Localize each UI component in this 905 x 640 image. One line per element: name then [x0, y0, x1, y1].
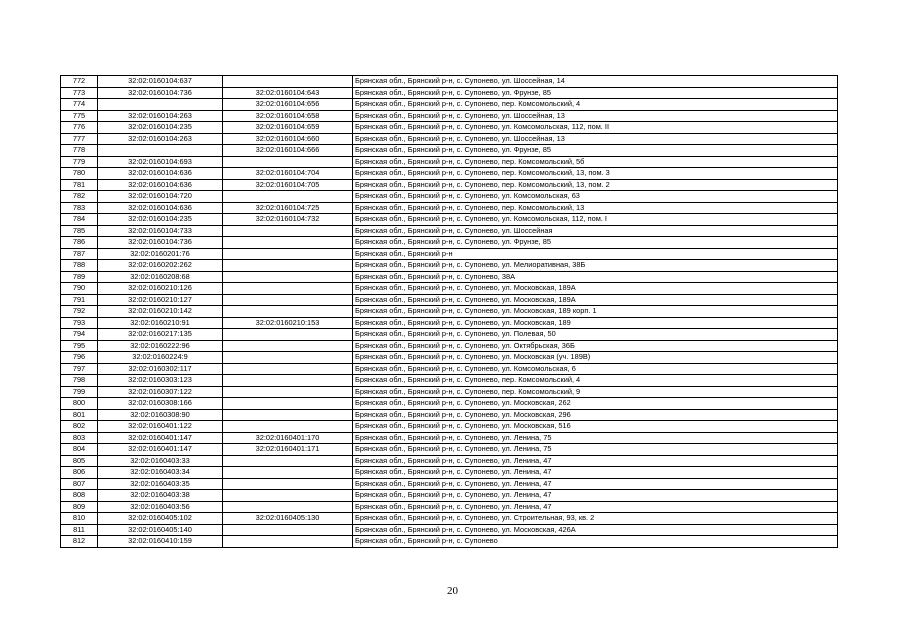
table-row	[61, 283, 838, 295]
related-cadastral-number-cell	[223, 478, 353, 490]
table-row	[61, 340, 838, 352]
table-row	[61, 513, 838, 525]
cadastral-number-cell: 32:02:0160104:235	[98, 122, 223, 134]
address-cell: Брянская обл., Брянский р-н, с. Супонево, ул. Строительная, 93, кв. 2	[353, 513, 838, 525]
table-row	[61, 386, 838, 398]
related-cadastral-number-cell	[223, 352, 353, 364]
related-cadastral-number-cell: 32:02:0160405:130	[223, 513, 353, 525]
cadastral-number-cell: 32:02:0160104:636	[98, 202, 223, 214]
related-cadastral-number-cell: 32:02:0160401:170	[223, 432, 353, 444]
related-cadastral-number-cell	[223, 260, 353, 272]
cadastral-number-cell: 32:02:0160104:720	[98, 191, 223, 203]
related-cadastral-number-cell	[223, 398, 353, 410]
address-cell: Брянская обл., Брянский р-н, с. Супонево, ул. Комсомольская, 63	[353, 191, 838, 203]
row-number-cell: 789	[61, 271, 98, 283]
cadastral-number-cell: 32:02:0160104:636	[98, 168, 223, 180]
cadastral-number-cell: 32:02:0160208:68	[98, 271, 223, 283]
address-cell: Брянская обл., Брянский р-н, с. Супонево, ул. Ленина, 47	[353, 455, 838, 467]
related-cadastral-number-cell: 32:02:0160104:725	[223, 202, 353, 214]
table-row	[61, 329, 838, 341]
address-cell: Брянская обл., Брянский р-н, с. Супонево, ул. Шоссейная, 14	[353, 76, 838, 88]
table-row	[61, 375, 838, 387]
table-row	[61, 501, 838, 513]
cadastral-number-cell: 32:02:0160403:38	[98, 490, 223, 502]
address-cell: Брянская обл., Брянский р-н, с. Супонево, ул. Комсомольская, 112, пом. II	[353, 122, 838, 134]
address-cell: Брянская обл., Брянский р-н, с. Супонево, пер. Комсомольский, 5б	[353, 156, 838, 168]
cadastral-number-cell: 32:02:0160104:693	[98, 156, 223, 168]
table-row	[61, 444, 838, 456]
row-number-cell: 774	[61, 99, 98, 111]
address-cell: Брянская обл., Брянский р-н, с. Супонево, ул. Фрунзе, 85	[353, 145, 838, 157]
related-cadastral-number-cell	[223, 536, 353, 548]
table-row	[61, 271, 838, 283]
related-cadastral-number-cell: 32:02:0160104:666	[223, 145, 353, 157]
related-cadastral-number-cell: 32:02:0160104:660	[223, 133, 353, 145]
cadastral-number-cell: 32:02:0160104:235	[98, 214, 223, 226]
row-number-cell: 804	[61, 444, 98, 456]
address-cell: Брянская обл., Брянский р-н, с. Супонево, ул. Московская, 426А	[353, 524, 838, 536]
related-cadastral-number-cell	[223, 191, 353, 203]
row-number-cell: 806	[61, 467, 98, 479]
table-row	[61, 524, 838, 536]
cadastral-number-cell: 32:02:0160210:142	[98, 306, 223, 318]
page-number: 20	[447, 585, 458, 597]
cadastral-number-cell: 32:02:0160302:117	[98, 363, 223, 375]
cadastral-number-cell	[98, 145, 223, 157]
address-cell: Брянская обл., Брянский р-н, с. Супонево, ул. Комсомольская, 112, пом. I	[353, 214, 838, 226]
table-row	[61, 490, 838, 502]
related-cadastral-number-cell	[223, 375, 353, 387]
table-row	[61, 122, 838, 134]
row-number-cell: 805	[61, 455, 98, 467]
related-cadastral-number-cell: 32:02:0160401:171	[223, 444, 353, 456]
related-cadastral-number-cell	[223, 501, 353, 513]
cadastral-number-cell	[98, 99, 223, 111]
related-cadastral-number-cell: 32:02:0160104:656	[223, 99, 353, 111]
table-row	[61, 214, 838, 226]
address-cell: Брянская обл., Брянский р-н, с. Супонево, ул. Московская, 262	[353, 398, 838, 410]
related-cadastral-number-cell	[223, 386, 353, 398]
row-number-cell: 811	[61, 524, 98, 536]
cadastral-number-cell: 32:02:0160104:733	[98, 225, 223, 237]
address-cell: Брянская обл., Брянский р-н, с. Супонево, пер. Комсомольский, 13, пом. 3	[353, 168, 838, 180]
cadastral-number-cell: 32:02:0160104:263	[98, 110, 223, 122]
cadastral-number-cell: 32:02:0160401:122	[98, 421, 223, 433]
row-number-cell: 797	[61, 363, 98, 375]
row-number-cell: 785	[61, 225, 98, 237]
related-cadastral-number-cell	[223, 409, 353, 421]
row-number-cell: 781	[61, 179, 98, 191]
cadastral-number-cell: 32:02:0160405:102	[98, 513, 223, 525]
row-number-cell: 812	[61, 536, 98, 548]
cadastral-number-cell: 32:02:0160410:159	[98, 536, 223, 548]
cadastral-number-cell: 32:02:0160308:90	[98, 409, 223, 421]
address-cell: Брянская обл., Брянский р-н, с. Супонево, ул. Комсомольская, 6	[353, 363, 838, 375]
cadastral-number-cell: 32:02:0160104:636	[98, 179, 223, 191]
table-row	[61, 168, 838, 180]
table-row	[61, 248, 838, 260]
table-row	[61, 352, 838, 364]
address-cell: Брянская обл., Брянский р-н, с. Супонево, ул. Фрунзе, 85	[353, 237, 838, 249]
related-cadastral-number-cell	[223, 306, 353, 318]
table-row	[61, 225, 838, 237]
related-cadastral-number-cell	[223, 363, 353, 375]
related-cadastral-number-cell	[223, 467, 353, 479]
address-cell: Брянская обл., Брянский р-н, с. Супонево, ул. Московская, 189 корп. 1	[353, 306, 838, 318]
related-cadastral-number-cell: 32:02:0160104:704	[223, 168, 353, 180]
cadastral-number-cell: 32:02:0160201:76	[98, 248, 223, 260]
address-cell: Брянская обл., Брянский р-н, с. Супонево, ул. Шоссейная, 13	[353, 133, 838, 145]
table-row	[61, 133, 838, 145]
related-cadastral-number-cell	[223, 76, 353, 88]
table-row	[61, 432, 838, 444]
address-cell: Брянская обл., Брянский р-н, с. Супонево, ул. Мелиоративная, 38Б	[353, 260, 838, 272]
cadastral-number-cell: 32:02:0160104:736	[98, 237, 223, 249]
cadastral-number-cell: 32:02:0160308:166	[98, 398, 223, 410]
row-number-cell: 810	[61, 513, 98, 525]
address-cell: Брянская обл., Брянский р-н, с. Супонево	[353, 536, 838, 548]
row-number-cell: 795	[61, 340, 98, 352]
row-number-cell: 796	[61, 352, 98, 364]
cadastral-number-cell: 32:02:0160217:135	[98, 329, 223, 341]
related-cadastral-number-cell: 32:02:0160104:643	[223, 87, 353, 99]
cadastral-number-cell: 32:02:0160210:127	[98, 294, 223, 306]
table-row	[61, 317, 838, 329]
row-number-cell: 782	[61, 191, 98, 203]
table-row	[61, 110, 838, 122]
row-number-cell: 776	[61, 122, 98, 134]
address-cell: Брянская обл., Брянский р-н, с. Супонево, ул. Ленина, 75	[353, 444, 838, 456]
related-cadastral-number-cell	[223, 455, 353, 467]
row-number-cell: 784	[61, 214, 98, 226]
address-cell: Брянская обл., Брянский р-н, с. Супонево, пер. Комсомольский, 4	[353, 99, 838, 111]
cadastral-number-cell: 32:02:0160403:35	[98, 478, 223, 490]
row-number-cell: 794	[61, 329, 98, 341]
row-number-cell: 777	[61, 133, 98, 145]
row-number-cell: 801	[61, 409, 98, 421]
related-cadastral-number-cell: 32:02:0160104:658	[223, 110, 353, 122]
cadastral-number-cell: 32:02:0160403:56	[98, 501, 223, 513]
table-row	[61, 409, 838, 421]
related-cadastral-number-cell	[223, 271, 353, 283]
related-cadastral-number-cell	[223, 248, 353, 260]
table-row	[61, 202, 838, 214]
related-cadastral-number-cell	[223, 294, 353, 306]
cadastral-number-cell: 32:02:0160104:263	[98, 133, 223, 145]
address-cell: Брянская обл., Брянский р-н, с. Супонево, ул. Ленина, 47	[353, 501, 838, 513]
address-cell: Брянская обл., Брянский р-н, с. Супонево, пер. Комсомольский, 13, пом. 2	[353, 179, 838, 191]
row-number-cell: 792	[61, 306, 98, 318]
related-cadastral-number-cell	[223, 329, 353, 341]
cadastral-number-cell: 32:02:0160403:33	[98, 455, 223, 467]
table-row	[61, 421, 838, 433]
row-number-cell: 787	[61, 248, 98, 260]
related-cadastral-number-cell	[223, 225, 353, 237]
row-number-cell: 783	[61, 202, 98, 214]
address-cell: Брянская обл., Брянский р-н, с. Супонево, ул. Полевая, 50	[353, 329, 838, 341]
related-cadastral-number-cell	[223, 156, 353, 168]
related-cadastral-number-cell	[223, 283, 353, 295]
table-row	[61, 478, 838, 490]
related-cadastral-number-cell	[223, 237, 353, 249]
table-row	[61, 76, 838, 88]
table-row	[61, 191, 838, 203]
cadastral-number-cell: 32:02:0160224:9	[98, 352, 223, 364]
cadastral-number-cell: 32:02:0160202:262	[98, 260, 223, 272]
row-number-cell: 778	[61, 145, 98, 157]
table-row	[61, 398, 838, 410]
table-row	[61, 260, 838, 272]
row-number-cell: 790	[61, 283, 98, 295]
table-row	[61, 179, 838, 191]
table-row	[61, 536, 838, 548]
table-row	[61, 467, 838, 479]
row-number-cell: 803	[61, 432, 98, 444]
address-cell: Брянская обл., Брянский р-н, с. Супонево, ул. Московская, 189А	[353, 283, 838, 295]
address-cell: Брянская обл., Брянский р-н, с. Супонево, ул. Шоссейная	[353, 225, 838, 237]
cadastral-number-cell: 32:02:0160403:34	[98, 467, 223, 479]
address-cell: Брянская обл., Брянский р-н, с. Супонево, ул. Ленина, 47	[353, 478, 838, 490]
related-cadastral-number-cell: 32:02:0160210:153	[223, 317, 353, 329]
table-row	[61, 455, 838, 467]
row-number-cell: 798	[61, 375, 98, 387]
table-row	[61, 306, 838, 318]
address-cell: Брянская обл., Брянский р-н, с. Супонево, ул. Шоссейная, 13	[353, 110, 838, 122]
address-cell: Брянская обл., Брянский р-н, с. Супонево, ул. Ленина, 47	[353, 467, 838, 479]
related-cadastral-number-cell: 32:02:0160104:705	[223, 179, 353, 191]
registry-table-body	[61, 76, 838, 548]
cadastral-number-cell: 32:02:0160104:736	[98, 87, 223, 99]
address-cell: Брянская обл., Брянский р-н, с. Супонево, 38А	[353, 271, 838, 283]
related-cadastral-number-cell	[223, 524, 353, 536]
address-cell: Брянская обл., Брянский р-н, с. Супонево, пер. Комсомольский, 9	[353, 386, 838, 398]
row-number-cell: 786	[61, 237, 98, 249]
table-row	[61, 99, 838, 111]
address-cell: Брянская обл., Брянский р-н, с. Супонево, ул. Ленина, 75	[353, 432, 838, 444]
cadastral-number-cell: 32:02:0160307:122	[98, 386, 223, 398]
row-number-cell: 779	[61, 156, 98, 168]
related-cadastral-number-cell	[223, 421, 353, 433]
row-number-cell: 799	[61, 386, 98, 398]
address-cell: Брянская обл., Брянский р-н, с. Супонево, пер. Комсомольский, 13	[353, 202, 838, 214]
row-number-cell: 773	[61, 87, 98, 99]
registry-table	[60, 75, 838, 548]
table-row	[61, 145, 838, 157]
cadastral-number-cell: 32:02:0160104:637	[98, 76, 223, 88]
cadastral-number-cell: 32:02:0160222:96	[98, 340, 223, 352]
row-number-cell: 772	[61, 76, 98, 88]
row-number-cell: 791	[61, 294, 98, 306]
table-row	[61, 294, 838, 306]
cadastral-number-cell: 32:02:0160210:91	[98, 317, 223, 329]
table-row	[61, 237, 838, 249]
row-number-cell: 800	[61, 398, 98, 410]
row-number-cell: 793	[61, 317, 98, 329]
address-cell: Брянская обл., Брянский р-н, с. Супонево, ул. Октябрьская, 36Б	[353, 340, 838, 352]
address-cell: Брянская обл., Брянский р-н, с. Супонево, ул. Ленина, 47	[353, 490, 838, 502]
row-number-cell: 788	[61, 260, 98, 272]
address-cell: Брянская обл., Брянский р-н, с. Супонево, пер. Комсомольский, 4	[353, 375, 838, 387]
address-cell: Брянская обл., Брянский р-н, с. Супонево, ул. Московская, 189А	[353, 294, 838, 306]
related-cadastral-number-cell: 32:02:0160104:732	[223, 214, 353, 226]
address-cell: Брянская обл., Брянский р-н, с. Супонево, ул. Московская, 296	[353, 409, 838, 421]
cadastral-number-cell: 32:02:0160405:140	[98, 524, 223, 536]
row-number-cell: 809	[61, 501, 98, 513]
cadastral-number-cell: 32:02:0160401:147	[98, 444, 223, 456]
address-cell: Брянская обл., Брянский р-н, с. Супонево, ул. Московская, 189	[353, 317, 838, 329]
address-cell: Брянская обл., Брянский р-н, с. Супонево, ул. Фрунзе, 85	[353, 87, 838, 99]
address-cell: Брянская обл., Брянский р-н, с. Супонево, ул. Московская, 516	[353, 421, 838, 433]
row-number-cell: 802	[61, 421, 98, 433]
table-row	[61, 87, 838, 99]
cadastral-number-cell: 32:02:0160210:126	[98, 283, 223, 295]
related-cadastral-number-cell: 32:02:0160104:659	[223, 122, 353, 134]
row-number-cell: 807	[61, 478, 98, 490]
row-number-cell: 780	[61, 168, 98, 180]
cadastral-number-cell: 32:02:0160303:123	[98, 375, 223, 387]
table-row	[61, 363, 838, 375]
row-number-cell: 775	[61, 110, 98, 122]
address-cell: Брянская обл., Брянский р-н	[353, 248, 838, 260]
related-cadastral-number-cell	[223, 490, 353, 502]
row-number-cell: 808	[61, 490, 98, 502]
table-row	[61, 156, 838, 168]
address-cell: Брянская обл., Брянский р-н, с. Супонево, ул. Московская (уч. 189В)	[353, 352, 838, 364]
related-cadastral-number-cell	[223, 340, 353, 352]
cadastral-number-cell: 32:02:0160401:147	[98, 432, 223, 444]
